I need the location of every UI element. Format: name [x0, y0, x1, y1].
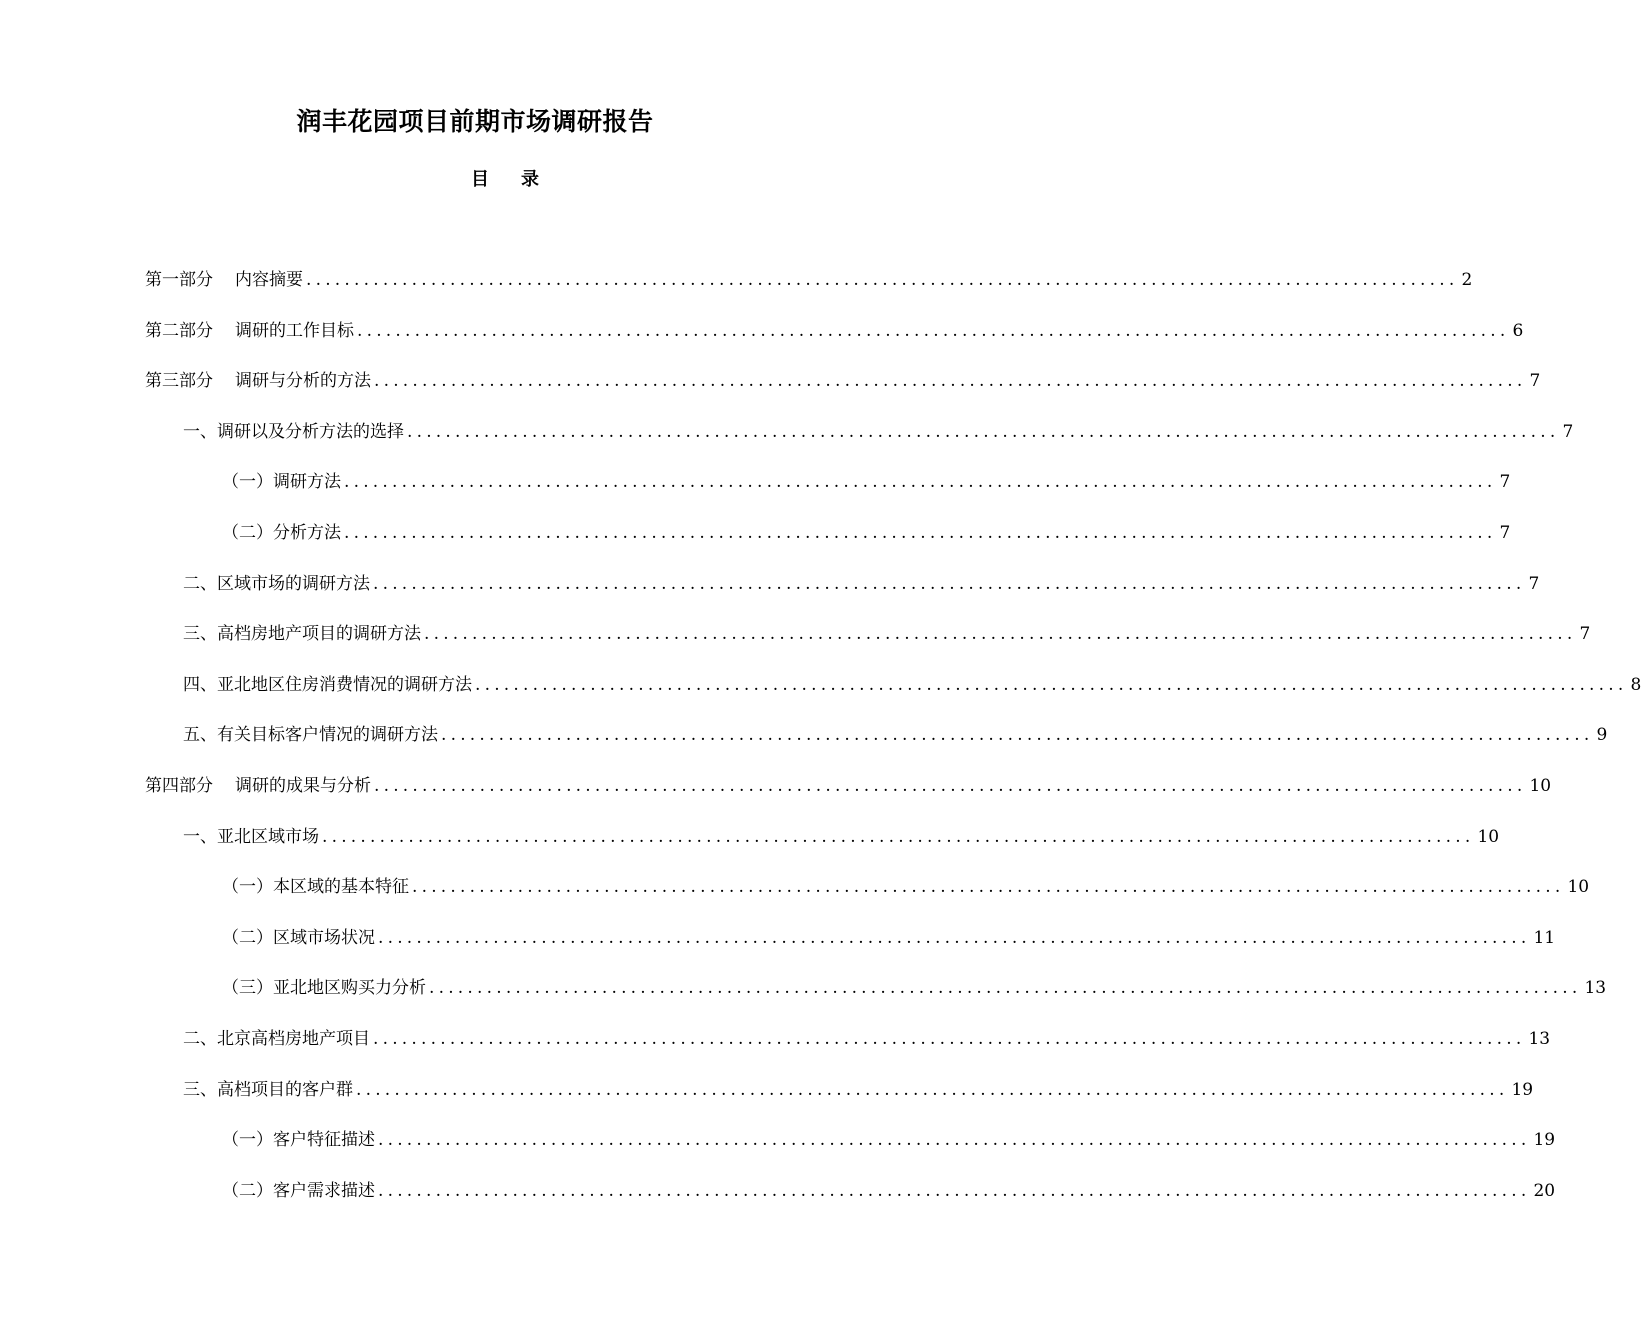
toc-entry[interactable]	[222, 873, 1590, 901]
toc-entry[interactable]	[145, 367, 1541, 395]
toc-entry-text: 一、调研以及分析方法的选择	[183, 421, 404, 442]
toc-page-number: 20	[1533, 1180, 1556, 1201]
toc-entry-label	[222, 974, 426, 1002]
toc-entry-label	[145, 317, 354, 345]
toc-dot-leader: ........................................................................................................................	[374, 776, 1527, 796]
toc-entry-text: 二、北京高档房地产项目	[183, 1029, 370, 1049]
document-title: 润丰花园项目前期市场调研报告	[296, 107, 654, 136]
toc-page-number: 7	[1528, 573, 1540, 594]
toc-dot-leader: ........................................................................................................................	[322, 826, 1475, 847]
toc-entry-label	[222, 519, 341, 547]
toc-entry[interactable]	[222, 519, 1511, 547]
toc-entry-part: 第一部分	[145, 270, 213, 290]
toc-page-number: 10	[1477, 826, 1500, 847]
toc-entry-label	[183, 418, 404, 446]
toc-entry-text: （一）客户特征描述	[222, 1130, 375, 1151]
toc-entry-label	[222, 873, 409, 901]
toc-entry-part: 第二部分	[145, 320, 213, 341]
toc-entry[interactable]	[145, 772, 1552, 800]
toc-page-number: 10	[1529, 776, 1552, 796]
toc-entry[interactable]	[183, 418, 1574, 446]
toc-entry[interactable]	[222, 1126, 1556, 1154]
toc-entry-label	[183, 1076, 353, 1104]
toc-entry-text: 二、区域市场的调研方法	[183, 573, 370, 594]
toc-entry-text: 三、高档项目的客户群	[183, 1079, 353, 1100]
toc-entry-label	[145, 772, 371, 800]
toc-dot-leader: ........................................................................................................................	[373, 1029, 1526, 1049]
toc-entry-label	[183, 721, 438, 749]
toc-entry[interactable]	[222, 974, 1607, 1002]
toc-dot-leader: ........................................................................................................................	[412, 877, 1565, 898]
toc-entry-text: 调研与分析的方法	[235, 371, 371, 392]
toc-page-number: 7	[1499, 472, 1511, 493]
toc-dot-leader: ........................................................................................................................	[429, 978, 1582, 999]
toc-entry-label	[183, 823, 319, 851]
toc-entry-label	[183, 620, 421, 648]
toc-page-number: 2	[1461, 270, 1473, 290]
toc-entry-label	[145, 367, 371, 395]
toc-entry[interactable]	[222, 468, 1511, 496]
toc-dot-leader: ........................................................................................................................	[378, 1180, 1531, 1201]
toc-dot-leader: ........................................................................................................................	[344, 523, 1497, 543]
toc-entry[interactable]	[222, 924, 1556, 952]
toc-entry[interactable]	[183, 1025, 1551, 1053]
toc-page-number: 13	[1528, 1029, 1551, 1049]
toc-dot-leader: ........................................................................................................................	[378, 927, 1531, 948]
toc-page-number: 13	[1584, 978, 1607, 999]
toc-entry-label	[183, 671, 472, 699]
toc-entry-text: 调研的成果与分析	[235, 776, 371, 796]
toc-dot-leader: ........................................................................................................................	[441, 725, 1594, 746]
toc-dot-leader: ........................................................................................................................	[373, 573, 1526, 594]
toc-heading-right: 录	[521, 169, 539, 190]
toc-page-number: 8	[1630, 674, 1641, 695]
toc-entry-label	[145, 266, 303, 294]
toc-entry-text: （二）分析方法	[222, 523, 341, 543]
toc-page-number: 9	[1596, 725, 1608, 746]
toc-entry[interactable]	[183, 721, 1608, 749]
toc-entry-text: 四、亚北地区住房消费情况的调研方法	[183, 674, 472, 695]
toc-entry-text: 一、亚北区域市场	[183, 826, 319, 847]
toc-entry-text: 五、有关目标客户情况的调研方法	[183, 725, 438, 746]
toc-dot-leader: ........................................................................................................................	[356, 1079, 1509, 1100]
toc-entry-text: （二）区域市场状况	[222, 927, 375, 948]
toc-entry-text: （二）客户需求描述	[222, 1180, 375, 1201]
toc-entry[interactable]	[183, 671, 1641, 699]
toc-page-number: 7	[1499, 523, 1511, 543]
toc-entry-label	[222, 1177, 375, 1205]
toc-page-number: 10	[1567, 877, 1590, 898]
toc-entry[interactable]	[222, 1177, 1556, 1205]
toc-entry-part: 第三部分	[145, 371, 213, 392]
toc-dot-leader: ........................................................................................................................	[378, 1130, 1531, 1151]
toc-entry[interactable]	[183, 570, 1540, 598]
toc-dot-leader: ........................................................................................................................	[344, 472, 1497, 493]
toc-entry-text: （一）本区域的基本特征	[222, 877, 409, 898]
toc-entry-text: （三）亚北地区购买力分析	[222, 978, 426, 999]
toc-entry-label	[183, 1025, 370, 1053]
toc-entry-text: 内容摘要	[235, 270, 303, 290]
toc-page-number: 7	[1562, 421, 1574, 442]
toc-entry[interactable]	[145, 266, 1473, 294]
toc-entry-part: 第四部分	[145, 776, 213, 796]
toc-dot-leader: ........................................................................................................................	[475, 674, 1628, 695]
toc-entry[interactable]	[183, 823, 1500, 851]
toc-entry-text: 三、高档房地产项目的调研方法	[183, 624, 421, 645]
toc-dot-leader: ........................................................................................................................	[407, 421, 1560, 442]
toc-dot-leader: ........................................................................................................................	[424, 624, 1577, 645]
toc-dot-leader: ........................................................................................................................	[306, 270, 1459, 290]
toc-entry-label	[222, 924, 375, 952]
toc-entry[interactable]	[145, 317, 1524, 345]
toc-page-number: 19	[1533, 1130, 1556, 1151]
toc-page-number: 7	[1579, 624, 1591, 645]
toc-page-number: 19	[1511, 1079, 1534, 1100]
toc-entry-label	[222, 468, 341, 496]
toc-dot-leader: ........................................................................................................................	[374, 371, 1527, 392]
toc-entry-label	[183, 570, 370, 598]
toc-entry-text: （一）调研方法	[222, 472, 341, 493]
toc-page-number: 7	[1529, 371, 1541, 392]
toc-entry[interactable]	[183, 1076, 1534, 1104]
toc-heading	[0, 168, 1010, 192]
toc-page-number: 6	[1512, 320, 1524, 341]
toc-entry[interactable]	[183, 620, 1591, 648]
toc-page-number: 11	[1533, 927, 1556, 948]
toc-heading-left: 目	[471, 169, 489, 190]
toc-entry-text: 调研的工作目标	[235, 320, 354, 341]
toc-entry-label	[222, 1126, 375, 1154]
toc-dot-leader: ........................................................................................................................	[357, 320, 1510, 341]
